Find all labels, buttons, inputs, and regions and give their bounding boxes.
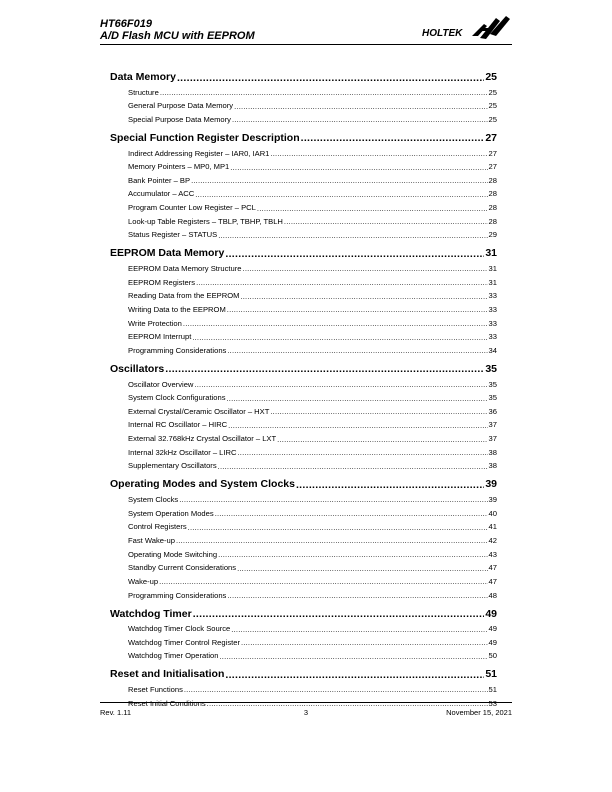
toc-item-entry[interactable] [110, 443, 497, 457]
dot-leader [184, 686, 488, 694]
toc-item-entry[interactable] [110, 572, 497, 586]
toc-item-entry[interactable] [110, 110, 497, 124]
toc-item-entry[interactable] [110, 389, 497, 403]
toc-section-entry[interactable] [110, 475, 497, 490]
toc-item-title: Internal RC Oscillator – HIRC [128, 420, 228, 430]
toc-item-entry[interactable] [110, 300, 497, 314]
part-number: HT66F019 [100, 18, 152, 30]
dot-leader [192, 334, 487, 342]
toc-item-title: Accumulator – ACC [128, 189, 195, 199]
toc-item-page: 41 [488, 522, 497, 532]
dot-leader [237, 565, 487, 573]
toc-section-entry[interactable] [110, 129, 497, 144]
toc-item-entry[interactable] [110, 402, 497, 416]
toc-section-title: EEPROM Data Memory [110, 247, 225, 260]
toc-item-entry[interactable] [110, 314, 497, 328]
toc-item-entry[interactable] [110, 341, 497, 355]
header-divider [100, 44, 512, 45]
toc-item-page: 25 [488, 114, 497, 124]
toc-section-page: 49 [485, 607, 497, 620]
dot-leader [225, 670, 484, 681]
toc-item-page: 35 [488, 379, 497, 389]
toc-item-page: 47 [488, 563, 497, 573]
toc-item-entry[interactable] [110, 158, 497, 172]
toc-section-title: Special Function Register Description [110, 131, 300, 144]
toc-item-page: 35 [488, 393, 497, 403]
toc-item-entry[interactable] [110, 545, 497, 559]
dot-leader [218, 463, 488, 471]
toc-item-title: Fast Wake-up [128, 535, 175, 545]
footer-date: November 15, 2021 [446, 708, 512, 717]
toc-item-page: 28 [488, 189, 497, 199]
toc-item-page: 43 [488, 549, 497, 559]
toc-item-page: 42 [488, 535, 497, 545]
toc-item-title: External Crystal/Ceramic Oscillator – HXT [128, 406, 270, 416]
toc-item-page: 25 [488, 101, 497, 111]
toc-item-page: 27 [488, 162, 497, 172]
toc-item-entry[interactable] [110, 198, 497, 212]
dot-leader [301, 133, 485, 144]
document-subtitle: A/D Flash MCU with EEPROM [100, 30, 255, 42]
holtek-logo [420, 12, 512, 44]
toc-item-title: System Clock Configurations [128, 393, 226, 403]
toc-item-entry[interactable] [110, 559, 497, 573]
toc-item-page: 51 [488, 685, 497, 695]
toc-section-page: 39 [485, 478, 497, 491]
toc-item-page: 31 [488, 264, 497, 274]
toc-item-title: Oscillator Overview [128, 379, 194, 389]
toc-item-page: 28 [488, 203, 497, 213]
dot-leader [165, 364, 484, 375]
toc-section-page: 31 [485, 247, 497, 260]
dot-leader [194, 381, 487, 389]
toc-section-entry[interactable] [110, 360, 497, 375]
toc-item-entry[interactable] [110, 83, 497, 97]
toc-section-page: 25 [485, 71, 497, 83]
toc-item-entry[interactable] [110, 97, 497, 111]
dot-leader [218, 232, 487, 240]
toc-item-title: Special Purpose Data Memory [128, 114, 231, 124]
dot-leader [225, 249, 484, 260]
toc-item-title: Programming Considerations [128, 345, 227, 355]
dot-leader [227, 592, 487, 600]
toc-item-title: Internal 32kHz Oscillator – LIRC [128, 447, 237, 457]
toc-item-entry[interactable] [110, 694, 497, 708]
toc-item-entry[interactable] [110, 680, 497, 694]
toc-item-entry[interactable] [110, 586, 497, 600]
toc-item-page: 34 [488, 345, 497, 355]
dot-leader [188, 524, 488, 532]
dot-leader [257, 205, 488, 213]
toc-section-entry[interactable] [110, 68, 497, 83]
toc-section-title: Oscillators [110, 362, 165, 375]
toc-item-page: 33 [488, 304, 497, 314]
toc-item-entry[interactable] [110, 259, 497, 273]
holtek-logo-text: HOLTEK [422, 28, 463, 39]
dot-leader [215, 510, 488, 518]
toc-item-page: 29 [488, 230, 497, 240]
dot-leader [183, 320, 488, 328]
toc-item-title: Status Register – STATUS [128, 230, 218, 240]
dot-leader [277, 436, 487, 444]
dot-leader [270, 408, 487, 416]
toc-section-page: 51 [485, 668, 497, 681]
toc-item-entry[interactable] [110, 518, 497, 532]
toc-section-entry[interactable] [110, 605, 497, 620]
dot-leader [196, 279, 487, 287]
toc-item-title: Reading Data from the EEPROM [128, 291, 240, 301]
toc-item-title: Operating Mode Switching [128, 549, 218, 559]
dot-leader [234, 103, 487, 111]
toc-item-title: EEPROM Data Memory Structure [128, 264, 242, 274]
footer-divider [100, 702, 512, 703]
toc-item-page: 53 [488, 698, 497, 708]
toc-item-entry[interactable] [110, 273, 497, 287]
toc-item-page: 28 [488, 216, 497, 226]
toc-item-title: Structure [128, 87, 159, 97]
dot-leader [227, 306, 488, 314]
toc-item-title: External 32.768kHz Crystal Oscillator – LXT [128, 434, 277, 444]
toc-section-entry[interactable] [110, 665, 497, 680]
toc-item-page: 49 [488, 637, 497, 647]
dot-leader [230, 164, 487, 172]
toc-item-title: Wake-up [128, 576, 159, 586]
toc-item-title: Look-up Table Registers – TBLP, TBHP, TBLH [128, 216, 283, 226]
footer-page-number: 3 [303, 708, 309, 717]
dot-leader [232, 116, 488, 124]
toc-item-page: 33 [488, 318, 497, 328]
toc-item-page: 49 [488, 624, 497, 634]
toc-section-title: Watchdog Timer [110, 607, 192, 620]
toc-section-title: Reset and Initialisation [110, 668, 225, 681]
toc-item-title: Control Registers [128, 522, 187, 532]
toc-item-title: Program Counter Low Register – PCL [128, 203, 256, 213]
toc-item-page: 27 [488, 148, 497, 158]
dot-leader [177, 73, 484, 84]
toc-item-entry[interactable] [110, 633, 497, 647]
toc-item-title: Memory Pointers – MP0, MP1 [128, 162, 230, 172]
dot-leader [195, 191, 487, 199]
toc-item-page: 47 [488, 576, 497, 586]
toc-item-entry[interactable] [110, 328, 497, 342]
toc-item-title: Standby Current Considerations [128, 563, 237, 573]
dot-leader [219, 653, 487, 661]
dot-leader [159, 578, 487, 586]
dot-leader [241, 639, 488, 647]
toc-item-entry[interactable] [110, 504, 497, 518]
toc-item-entry[interactable] [110, 416, 497, 430]
dot-leader [160, 89, 488, 97]
toc-item-title: General Purpose Data Memory [128, 101, 234, 111]
dot-leader [176, 537, 488, 545]
toc-item-entry[interactable] [110, 457, 497, 471]
dot-leader [243, 265, 488, 273]
dot-leader [231, 626, 487, 634]
dot-leader [179, 496, 487, 504]
dot-leader [296, 480, 484, 491]
toc-section-title: Data Memory [110, 71, 176, 83]
toc-item-title: Writing Data to the EEPROM [128, 304, 226, 314]
page-header [100, 18, 512, 46]
dot-leader [240, 293, 487, 301]
toc-item-page: 33 [488, 291, 497, 301]
toc-item-page: 28 [488, 175, 497, 185]
toc-item-entry[interactable] [110, 212, 497, 226]
toc-item-title: Indirect Addressing Register – IAR0, IAR1 [128, 148, 270, 158]
toc-item-entry[interactable] [110, 647, 497, 661]
toc-item-title: Watchdog Timer Control Register [128, 637, 240, 647]
toc-section-entry[interactable] [110, 244, 497, 259]
toc-item-entry[interactable] [110, 531, 497, 545]
dot-leader [237, 449, 487, 457]
toc-item-page: 48 [488, 590, 497, 600]
dot-leader [227, 347, 487, 355]
dot-leader [228, 422, 487, 430]
toc-section-page: 35 [485, 362, 497, 375]
toc-item-title: Reset Initial Conditions [128, 698, 206, 708]
toc-item-page: 25 [488, 87, 497, 97]
toc-item-page: 33 [488, 332, 497, 342]
table-of-contents [110, 68, 497, 708]
toc-item-page: 37 [488, 420, 497, 430]
toc-item-page: 40 [488, 508, 497, 518]
toc-item-entry[interactable] [110, 226, 497, 240]
toc-item-entry[interactable] [110, 490, 497, 504]
toc-item-entry[interactable] [110, 144, 497, 158]
toc-item-page: 36 [488, 406, 497, 416]
toc-item-page: 50 [488, 651, 497, 661]
holtek-logo-mark [472, 16, 510, 39]
dot-leader [193, 609, 485, 620]
dot-leader [218, 551, 487, 559]
toc-item-entry[interactable] [110, 287, 497, 301]
toc-item-title: System Operation Modes [128, 508, 214, 518]
dot-leader [191, 177, 487, 185]
dot-leader [227, 395, 488, 403]
toc-section-title: Operating Modes and System Clocks [110, 478, 295, 491]
toc-item-entry[interactable] [110, 185, 497, 199]
toc-item-page: 38 [488, 461, 497, 471]
toc-item-title: Watchdog Timer Clock Source [128, 624, 231, 634]
toc-item-title: Supplementary Oscillators [128, 461, 217, 471]
toc-item-page: 37 [488, 434, 497, 444]
toc-item-entry[interactable] [110, 171, 497, 185]
toc-item-entry[interactable] [110, 429, 497, 443]
toc-item-page: 31 [488, 277, 497, 287]
toc-item-page: 38 [488, 447, 497, 457]
toc-item-entry[interactable] [110, 375, 497, 389]
toc-item-title: Bank Pointer – BP [128, 175, 191, 185]
toc-item-title: Watchdog Timer Operation [128, 651, 219, 661]
toc-item-title: Programming Considerations [128, 590, 227, 600]
dot-leader [284, 218, 488, 226]
toc-item-title: EEPROM Registers [128, 277, 196, 287]
toc-item-title: System Clocks [128, 495, 179, 505]
toc-section-page: 27 [485, 131, 497, 144]
toc-item-title: Reset Functions [128, 685, 183, 695]
dot-leader [270, 150, 487, 158]
toc-item-title: Write Protection [128, 318, 182, 328]
toc-item-page: 39 [488, 495, 497, 505]
toc-item-entry[interactable] [110, 620, 497, 634]
toc-item-title: EEPROM Interrupt [128, 332, 192, 342]
footer-revision: Rev. 1.11 [100, 708, 131, 717]
